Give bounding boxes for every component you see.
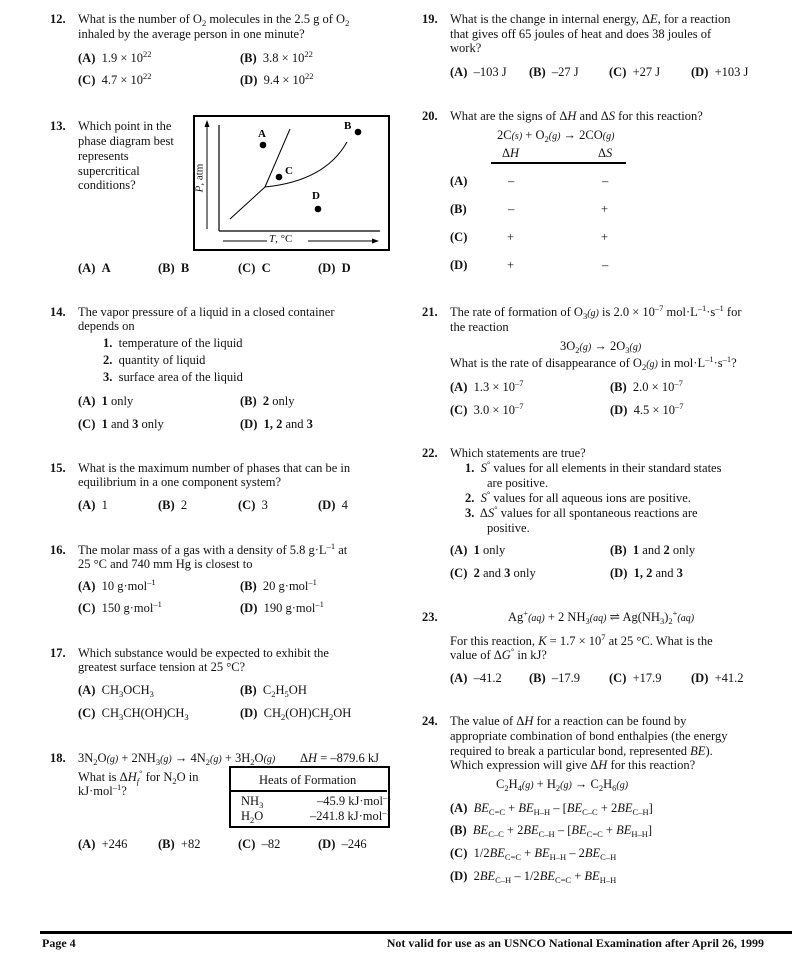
table-divider xyxy=(491,162,626,164)
question-stem: What is the number of $O_2$ molecules in the 2.5 g of $O_2$ xyxy=(78,12,350,28)
statement-item: 1. S° values for all elements in their standard states xyxy=(465,459,722,475)
option-b[interactable]: (B) 20 g·mol$^{-1}$ xyxy=(240,577,317,593)
phase-diagram-plot xyxy=(195,117,387,248)
option-c[interactable]: (C) $3.0 \times 10^{-7}$ xyxy=(450,401,524,417)
reaction-equation: $3N_2O(g) + 2NH_3(g) \to 4N_2(g) + 3H_2O(g)$ xyxy=(78,751,276,767)
y-axis-label: P, atm xyxy=(193,163,206,193)
statement-item-cont: positive. xyxy=(487,521,530,535)
option-d[interactable]: (D) 1, 2 and 3 xyxy=(610,566,683,580)
option-b[interactable]: (B) $2.0 \times 10^{-7}$ xyxy=(610,378,683,394)
reaction-equation: $C_2H_4(g) + H_2(g) \to C_2H_6(g)$ xyxy=(496,777,629,793)
option-d[interactable]: (D) 4 xyxy=(318,498,348,512)
question-stem: The value of ΔH for a reaction can be found by xyxy=(450,714,687,728)
question-number: 22. xyxy=(422,446,438,460)
option-a[interactable]: (A) +246 xyxy=(78,837,128,851)
question-stem: kJ·mol$^{-1}$? xyxy=(78,782,127,798)
page-number: Page 4 xyxy=(42,936,76,950)
option-c[interactable]: (C) +27 J xyxy=(609,65,661,79)
point-a xyxy=(260,142,267,149)
option-a[interactable]: (A) 1 only xyxy=(78,394,134,408)
option-c[interactable]: (C) 1 and 3 only xyxy=(78,417,164,431)
svg-text:A: A xyxy=(258,128,266,140)
question-stem: What are the signs of ΔH and ΔS for this reaction? xyxy=(450,109,703,123)
option-b[interactable]: (B) 2 only xyxy=(240,394,295,408)
option-d[interactable]: (D) $9.4 \times 10^{22}$ xyxy=(240,71,314,87)
delta-h-value: ΔH = –879.6 kJ xyxy=(300,751,379,765)
svg-text:C: C xyxy=(285,165,293,177)
question-stem: appropriate combination of bond enthalpies (the energy xyxy=(450,729,728,743)
option-c[interactable]: (C) $1/2BE_{C=C} + BE_{H-H} - 2BE_{C-H}$ xyxy=(450,846,617,862)
question-number: 24. xyxy=(422,714,438,728)
question-number: 16. xyxy=(50,543,66,557)
option-a[interactable]: (A) – – xyxy=(450,174,609,188)
statement-item: 2. quantity of liquid xyxy=(103,353,206,367)
option-b[interactable]: (B) B xyxy=(158,261,190,275)
question-stem: What is $\Delta H_f^\circ$ for $N_2O$ in xyxy=(78,768,199,786)
question-stem: For this reaction, $K = 1.7 \times 10^7$ at 25 °C. What is the xyxy=(450,632,713,648)
option-d[interactable]: (D) 190 g·mol$^{-1}$ xyxy=(240,599,324,615)
option-a[interactable]: (A) –103 J xyxy=(450,65,507,79)
question-stem: equilibrium in a one component system? xyxy=(78,475,282,489)
question-stem: supercritical xyxy=(78,164,140,178)
option-b[interactable]: (B) – + xyxy=(450,202,609,216)
point-b xyxy=(355,129,362,136)
table-species: $H_2O$ xyxy=(241,809,264,825)
option-a[interactable]: (A) 10 g·mol$^{-1}$ xyxy=(78,577,156,593)
question-stem: work? xyxy=(450,41,482,55)
option-a[interactable]: (A) $BE_{C=C} + BE_{H-H} - [BE_{C-C} + 2BE_{C-H}]$ xyxy=(450,801,653,817)
option-c[interactable]: (C) 2 and 3 only xyxy=(450,566,536,580)
statement-item-cont: are positive. xyxy=(487,476,549,490)
option-a[interactable]: (A) –41.2 xyxy=(450,671,502,685)
option-c[interactable]: (C) C xyxy=(238,261,271,275)
question-stem: value of ΔG° in kJ? xyxy=(450,646,547,662)
option-b[interactable]: (B) +82 xyxy=(158,837,201,851)
option-b[interactable]: (B) $BE_{C-C} + 2BE_{C-H} - [BE_{C=C} + BE_{H-H}]$ xyxy=(450,823,653,839)
option-a[interactable]: (A) A xyxy=(78,261,111,275)
option-c[interactable]: (C) + + xyxy=(450,230,609,244)
option-c[interactable]: (C) $4.7 \times 10^{22}$ xyxy=(78,71,152,87)
question-stem: that gives off 65 joules of heat and does 38 joules of xyxy=(450,27,712,41)
table-species: $NH_3$ xyxy=(241,794,264,810)
question-stem: required to break a particular bond, represented BE). xyxy=(450,744,713,758)
option-b[interactable]: (B) 2 xyxy=(158,498,188,512)
question-number: 13. xyxy=(50,119,66,133)
question-stem: The molar mass of a gas with a density of 5.8 $g\cdot L^{-1}$ at xyxy=(78,541,348,557)
option-a[interactable]: (A) 1 xyxy=(78,498,108,512)
question-stem: represents xyxy=(78,149,129,163)
footer-rule xyxy=(40,931,792,934)
svg-text:D: D xyxy=(312,190,320,202)
question-number: 19. xyxy=(422,12,438,26)
question-stem: 25 °C and 740 mm Hg is closest to xyxy=(78,557,253,571)
question-number: 17. xyxy=(50,646,66,660)
option-d[interactable]: (D) +103 J xyxy=(691,65,749,79)
question-number: 18. xyxy=(50,751,66,765)
option-d[interactable]: (D) –246 xyxy=(318,837,367,851)
question-number: 15. xyxy=(50,461,66,475)
statement-item: 2. S° values for all aqueous ions are positive. xyxy=(465,489,691,505)
question-stem: greatest surface tension at 25 °C? xyxy=(78,660,246,674)
table-value: –241.8 kJ·mol$^{-1}$ xyxy=(310,807,391,823)
option-c[interactable]: (C) +17.9 xyxy=(609,671,662,685)
option-b[interactable]: (B) –17.9 xyxy=(529,671,581,685)
column-header-ds: ΔS xyxy=(598,146,613,160)
question-stem: The vapor pressure of a liquid in a closed container xyxy=(78,305,335,319)
statement-item: 3. surface area of the liquid xyxy=(103,370,243,384)
option-c[interactable]: (C) $CH_3CH(OH)CH_3$ xyxy=(78,706,189,722)
reaction-equation: Ag+(aq) + 2 $NH_3(aq)$ ⇌ $Ag(NH_3)_2^+(aq)$ xyxy=(508,608,695,626)
phase-diagram xyxy=(193,115,390,251)
table-title: Heats of Formation xyxy=(259,773,357,787)
table-divider xyxy=(231,790,387,792)
option-d[interactable]: (D) +41.2 xyxy=(691,671,744,685)
option-a[interactable]: (A) $1.9 \times 10^{22}$ xyxy=(78,49,152,65)
question-stem: depends on xyxy=(78,319,135,333)
question-stem: What is the rate of disappearance of $O_2(g)$ in $mol\cdot L^{-1}\cdot s^{-1}$? xyxy=(450,354,737,372)
question-number: 12. xyxy=(50,12,66,26)
question-stem: What is the maximum number of phases that can be in xyxy=(78,461,351,475)
column-header-dh: ΔH xyxy=(502,146,520,160)
svg-text:B: B xyxy=(344,120,352,132)
question-stem: Which statements are true? xyxy=(450,446,586,460)
option-b[interactable]: (B) 1 and 2 only xyxy=(610,543,696,557)
reaction-equation: $2C(s) + O_2(g) \to 2CO(g)$ xyxy=(497,128,615,144)
heats-of-formation-table xyxy=(229,766,390,828)
question-stem: Which point in the xyxy=(78,119,172,133)
option-d[interactable]: (D) + – xyxy=(450,258,609,272)
question-stem: phase diagram best xyxy=(78,134,174,148)
statement-item: 3. ΔS° values for all spontaneous reactions are xyxy=(465,504,698,520)
point-c xyxy=(276,174,283,181)
question-number: 20. xyxy=(422,109,438,123)
option-a[interactable]: (A) 1 only xyxy=(450,543,506,557)
option-d[interactable]: (D) $CH_2(OH)CH_2OH$ xyxy=(240,706,352,722)
option-c[interactable]: (C) 3 xyxy=(238,498,268,512)
table-value: –45.9 kJ·mol$^{-1}$ xyxy=(317,792,392,808)
question-stem: the reaction xyxy=(450,320,509,334)
question-stem: conditions? xyxy=(78,178,136,192)
option-c[interactable]: (C) 150 g·mol$^{-1}$ xyxy=(78,599,162,615)
question-number: 23. xyxy=(422,610,438,624)
question-stem: Which substance would be expected to exhibit the xyxy=(78,646,329,660)
option-d[interactable]: (D) 1, 2 and 3 xyxy=(240,417,313,431)
option-b[interactable]: (B) –27 J xyxy=(529,65,579,79)
question-number: 14. xyxy=(50,305,66,319)
question-stem: inhaled by the average person in one minute? xyxy=(78,27,305,41)
option-b[interactable]: (B) $3.8 \times 10^{22}$ xyxy=(240,49,313,65)
question-stem: The rate of formation of $O_3(g)$ is $2.0 \times 10^{-7}$ $mol\cdot L^{-1}\cdot s^{-1}$ for xyxy=(450,303,742,321)
point-d xyxy=(315,206,322,213)
option-a[interactable]: (A) $CH_3OCH_3$ xyxy=(78,683,154,699)
x-axis-label: T, °C xyxy=(269,233,293,245)
option-d[interactable]: (D) $2BE_{C-H} - 1/2BE_{C=C} + BE_{H-H}$ xyxy=(450,869,617,885)
statement-item: 1. temperature of the liquid xyxy=(103,336,243,350)
question-number: 21. xyxy=(422,305,438,319)
option-b[interactable]: (B) $C_2H_5OH$ xyxy=(240,683,307,699)
footer-notice: Not valid for use as an USNCO National Examination after April 26, 1999 xyxy=(386,936,764,950)
question-stem: What is the change in internal energy, ΔE, for a reaction xyxy=(450,12,731,26)
option-d[interactable]: (D) D xyxy=(318,261,351,275)
option-d[interactable]: (D) $4.5 \times 10^{-7}$ xyxy=(610,401,684,417)
option-a[interactable]: (A) $1.3 \times 10^{-7}$ xyxy=(450,378,524,394)
question-stem: Which expression will give ΔH for this reaction? xyxy=(450,758,696,772)
reaction-equation: $3O_2(g) \to 2O_3(g)$ xyxy=(560,339,642,355)
option-c[interactable]: (C) –82 xyxy=(238,837,281,851)
